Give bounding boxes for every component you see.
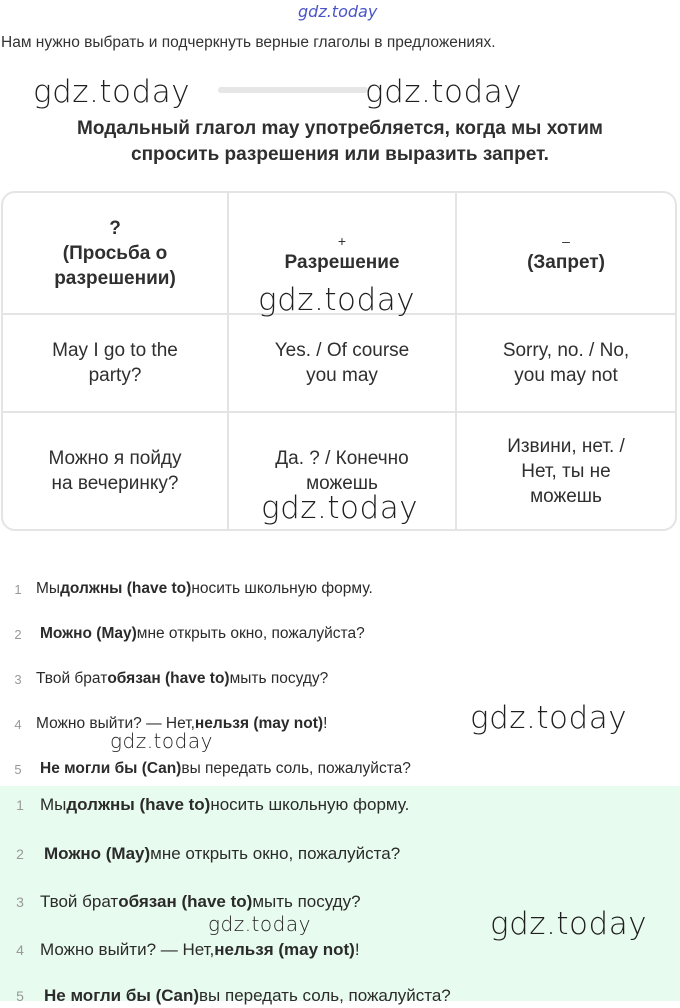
item-text: ! <box>354 940 360 959</box>
watermark: gdz.today <box>365 74 523 110</box>
item-text: вы передать соль, пожалуйста? <box>181 760 411 777</box>
item-number: 1 <box>14 581 22 597</box>
item-number: 5 <box>14 761 22 777</box>
item-answer: Можно (May) <box>40 625 137 642</box>
item-answer: нельзя (may not) <box>214 940 355 959</box>
watermark: gdz.today <box>261 490 419 526</box>
item-text: Можно выйти? — Нет, <box>36 715 195 732</box>
item-number: 1 <box>16 797 24 813</box>
item-text: Можно выйти? — Нет, <box>40 940 215 959</box>
watermark: gdz.today <box>490 906 648 942</box>
intro-text: Нам нужно выбрать и подчеркнуть верные глаголы в предложениях. <box>1 34 496 51</box>
cell-line: you may <box>306 365 378 386</box>
cell-line: можешь <box>306 473 378 494</box>
rule-line-2: спросить разрешения или выразить запрет. <box>131 144 549 165</box>
list-item <box>0 577 373 601</box>
list-item <box>0 757 411 781</box>
item-text: мне открыть окно, пожалуйста? <box>136 625 365 642</box>
item-answer: Можно (May) <box>44 844 151 863</box>
header-label-line1: (Запрет) <box>527 251 605 273</box>
table-cell <box>3 413 229 529</box>
item-number: 3 <box>16 894 24 910</box>
item-text: Твой брат <box>36 670 108 687</box>
plus-symbol: + <box>337 232 347 249</box>
header-label-line2: разрешении) <box>54 267 176 289</box>
watermark: gdz.today <box>470 700 628 736</box>
watermark-top: gdz.today <box>298 2 378 21</box>
item-text: Мы <box>40 795 67 814</box>
item-number: 2 <box>14 626 22 642</box>
item-answer: обязан (have to) <box>118 892 253 911</box>
item-number: 4 <box>14 716 22 732</box>
item-text: носить школьную форму. <box>191 580 373 597</box>
cell-line: на вечеринку? <box>51 473 179 494</box>
watermark: gdz.today <box>33 74 191 110</box>
item-text: мыть посуду? <box>252 892 361 911</box>
cell-line: May I go to the <box>52 340 178 361</box>
cell-line: Нет, ты не <box>521 460 611 482</box>
watermark: gdz.today <box>110 729 213 753</box>
header-cell-request <box>3 193 229 315</box>
cell-line: Sorry, no. / No, <box>502 340 630 361</box>
watermark: gdz.today <box>208 912 311 936</box>
item-answer: обязан (have to) <box>107 670 230 687</box>
cell-line: you may not <box>514 365 618 386</box>
header-cell-prohibition <box>457 193 675 315</box>
question-symbol: ? <box>109 217 121 239</box>
cell-line: Yes. / Of course <box>274 340 410 361</box>
list-item <box>0 793 409 817</box>
item-text: мне открыть окно, пожалуйста? <box>150 844 401 863</box>
item-answer: нельзя (may not) <box>194 715 324 732</box>
rule-line-1: Модальный глагол may употребляется, когда мы хотим <box>77 118 603 139</box>
item-answer: должны (have to) <box>60 580 192 597</box>
answer-block <box>0 786 680 1005</box>
divider <box>218 87 368 93</box>
table-cell <box>457 413 675 529</box>
list-item <box>0 984 451 1008</box>
cell-line: Можно я пойду <box>48 448 182 469</box>
item-number: 4 <box>16 942 24 958</box>
list-item <box>0 622 365 646</box>
table-cell <box>457 315 675 413</box>
item-number: 3 <box>14 671 22 687</box>
cell-line: party? <box>88 365 142 386</box>
rule-text <box>0 116 680 168</box>
list-item <box>0 667 328 691</box>
item-text: вы передать соль, пожалуйста? <box>199 986 451 1005</box>
cell-line: Да. ? / Конечно <box>275 448 409 469</box>
item-answer: должны (have to) <box>66 795 211 814</box>
list-item <box>0 938 360 962</box>
list-item <box>0 890 361 914</box>
item-number: 2 <box>16 846 24 862</box>
item-text: Мы <box>36 580 61 597</box>
table-cell <box>229 315 457 413</box>
item-text: ! <box>323 715 328 732</box>
minus-symbol: – <box>562 232 570 249</box>
header-label-line1: Разрешение <box>284 251 400 273</box>
item-text: Твой брат <box>40 892 119 911</box>
item-text: мыть посуду? <box>229 670 329 687</box>
modal-may-table <box>1 191 677 531</box>
item-answer: Не могли бы (Can) <box>44 986 200 1005</box>
cell-line: Извини, нет. / <box>507 435 625 457</box>
cell-line: можешь <box>530 485 602 507</box>
watermark: gdz.today <box>258 282 416 318</box>
item-number: 5 <box>16 988 24 1004</box>
table-cell <box>3 315 229 413</box>
item-text: носить школьную форму. <box>210 795 410 814</box>
header-label-line1: (Просьба о <box>62 242 168 264</box>
list-item <box>0 842 400 866</box>
item-answer: Не могли бы (Can) <box>40 760 182 777</box>
